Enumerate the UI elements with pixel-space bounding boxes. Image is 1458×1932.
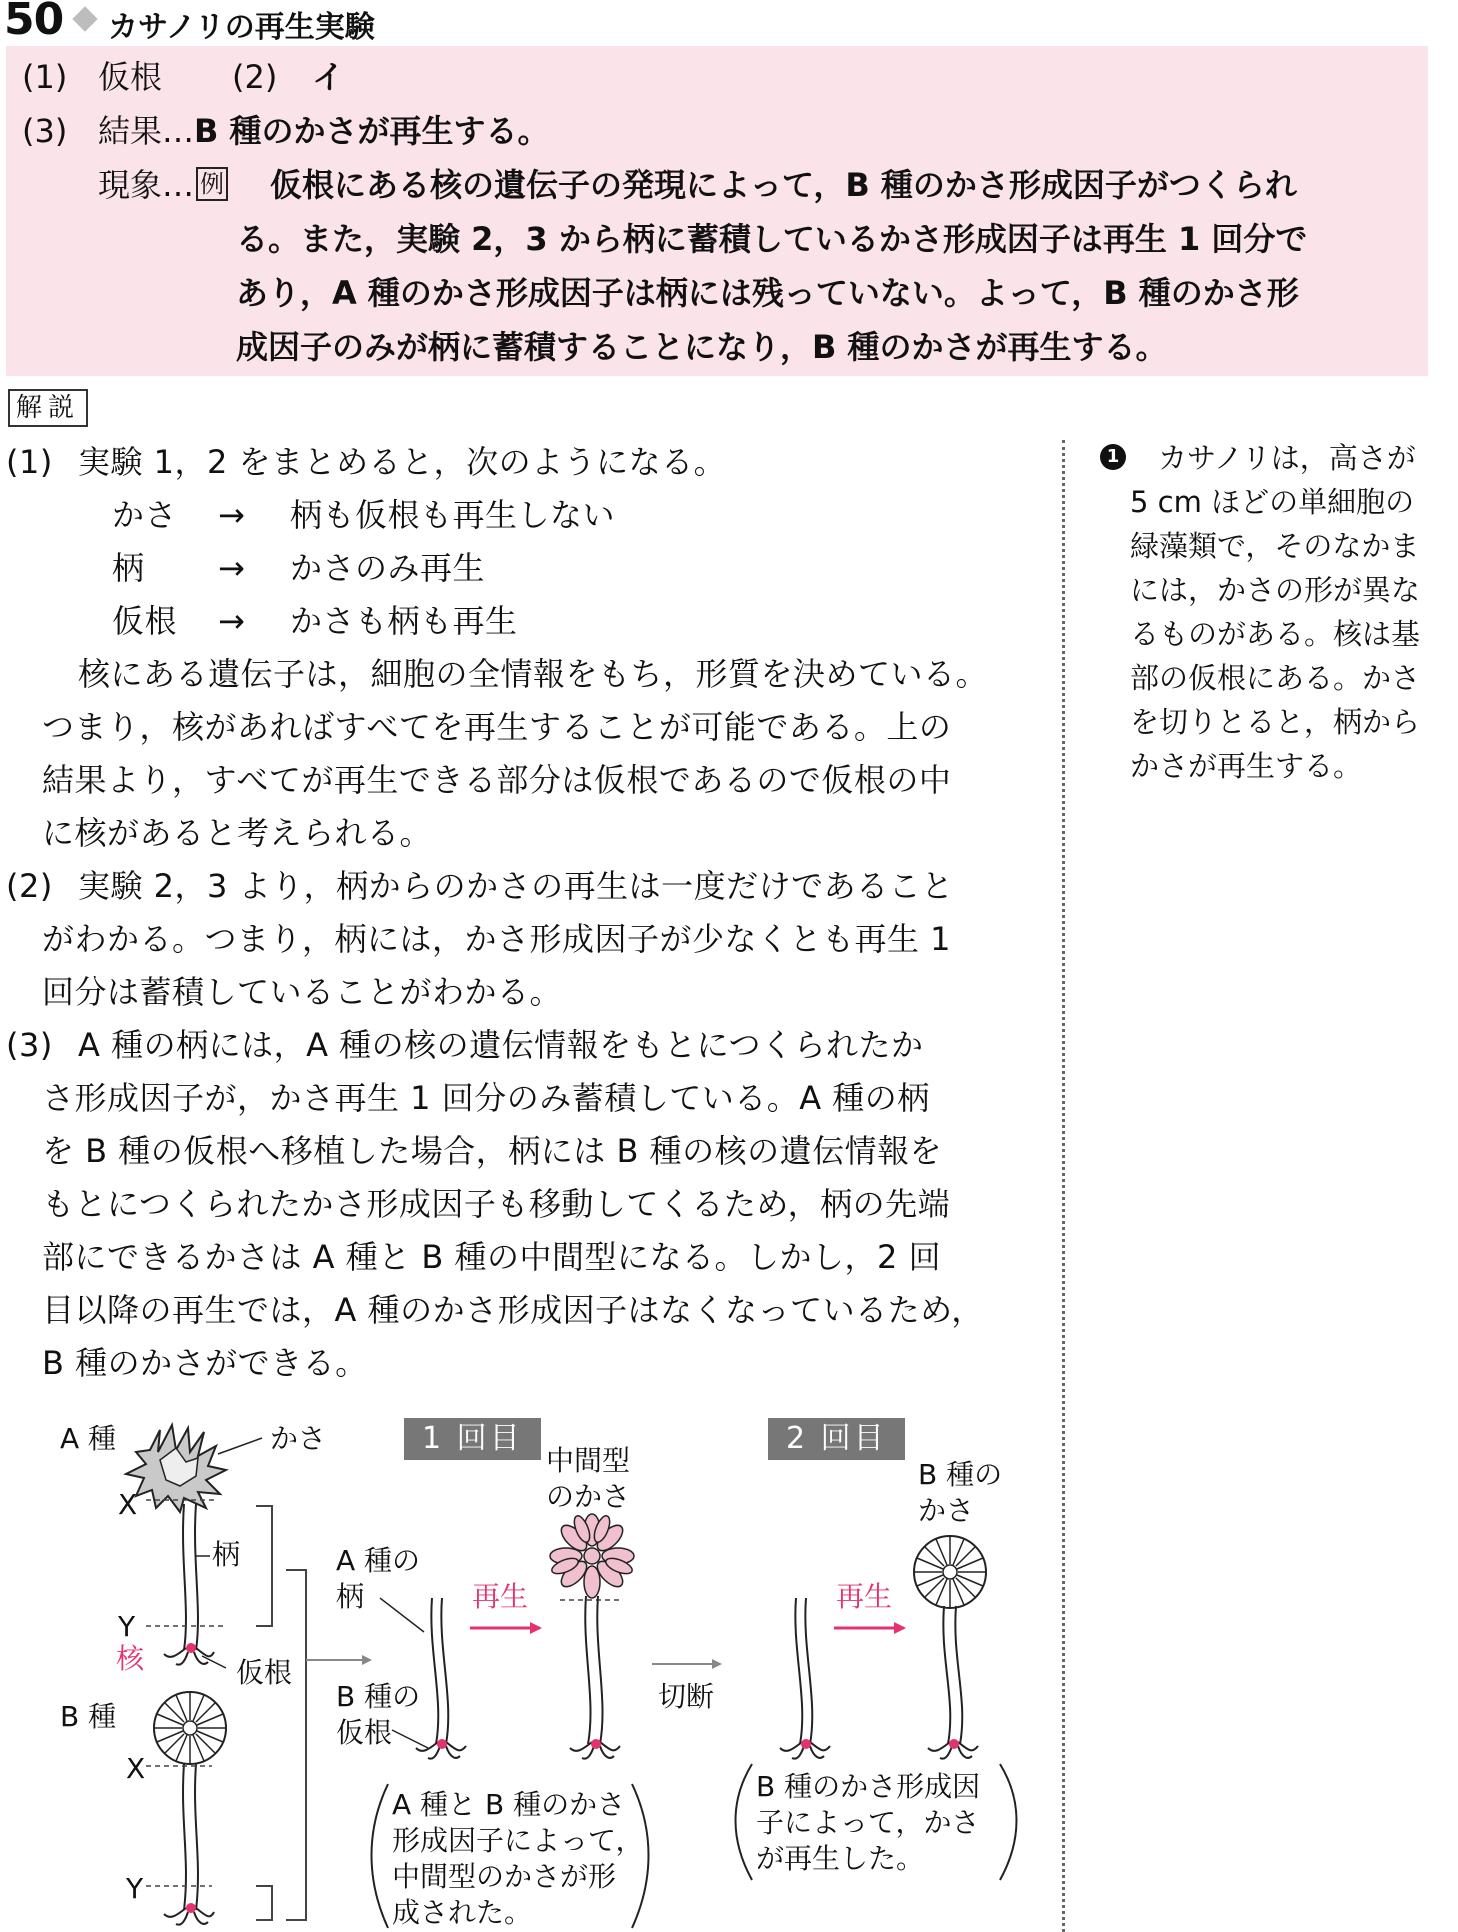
rhizoid-label: 仮根 xyxy=(236,1656,293,1689)
a-stalk-label: A 種の xyxy=(336,1544,421,1577)
answer-q3-number: (3) xyxy=(22,112,68,150)
b-cap-label: B 種の xyxy=(918,1458,1003,1491)
answer-q2-text: イ xyxy=(312,58,345,96)
explanation-3-line: 部にできるかさは A 種と B 種の中間型になる。しかし，2 回 xyxy=(42,1238,942,1276)
b-cap-label: かさ xyxy=(918,1494,975,1527)
x-mark-label: X xyxy=(118,1488,138,1521)
nucleus-label: 核 xyxy=(116,1642,145,1675)
side-note-line: を切りとると，柄から xyxy=(1130,705,1421,739)
explanation-2-line: 実験 2，3 より，柄からのかさの再生は一度だけであること xyxy=(78,867,954,905)
nucleus-icon xyxy=(186,1643,196,1653)
phenomenon-line: る。また，実験 2，3 から柄に蓄積しているかさ形成因子は再生 1 回分で xyxy=(236,220,1308,258)
explanation-2-number: (2) xyxy=(6,867,53,905)
explanation-3-number: (3) xyxy=(6,1026,53,1064)
y-mark-label: Y xyxy=(118,1610,136,1643)
problem-number: 50 xyxy=(4,0,64,45)
y-mark-label: Y xyxy=(126,1872,144,1905)
example-mark: 例 xyxy=(196,167,228,201)
cut-label: 切断 xyxy=(658,1680,715,1713)
table-result: かさも柄も再生 xyxy=(290,602,518,640)
species-a-cap-icon xyxy=(126,1425,226,1512)
explanation-1-intro: 実験 1，2 をまとめると，次のようになる。 xyxy=(78,443,727,481)
table-part: かさ xyxy=(112,496,178,534)
explanation-1-number: (1) xyxy=(6,443,53,481)
table-part: 仮根 xyxy=(112,602,178,640)
species-b-label: B 種 xyxy=(60,1700,117,1733)
explanation-3-line: 目以降の再生では，A 種のかさ形成因子はなくなっているため， xyxy=(42,1291,984,1329)
phenomenon-line: 成因子のみが柄に蓄積することになり，B 種のかさが再生する。 xyxy=(236,328,1168,366)
caption-1-line: 中間型のかさが形 xyxy=(392,1860,617,1893)
side-note-line: カサノリは，高さが xyxy=(1158,441,1416,475)
answer-q2-number: (2) xyxy=(232,58,278,96)
species-a-label: A 種 xyxy=(60,1422,117,1455)
caption-1-line: 成された。 xyxy=(392,1896,533,1929)
arrow-icon: → xyxy=(218,496,246,534)
arrow-icon: → xyxy=(218,602,246,640)
answer-q1-text: 仮根 xyxy=(98,58,163,96)
caption-2-line: が再生した。 xyxy=(756,1842,925,1875)
intermediate-cap-label: のかさ xyxy=(546,1480,631,1513)
first-regeneration-badge: 1 回目 xyxy=(404,1418,541,1460)
explanation-2-line: 回分は蓄積していることがわかる。 xyxy=(42,973,563,1011)
caption-2-line: B 種のかさ形成因 xyxy=(756,1770,981,1803)
note-marker: 1 xyxy=(1100,444,1126,470)
explanation-1-line: つまり，核があればすべてを再生することが可能である。上の xyxy=(42,708,952,746)
side-note-line: かさが再生する。 xyxy=(1130,749,1363,783)
result-label: 結果… xyxy=(98,112,195,150)
explanation-1-line: 核にある遺伝子は，細胞の全情報をもち，形質を決めている。 xyxy=(78,655,989,693)
arrow-icon: → xyxy=(218,549,246,587)
stalk-label: 柄 xyxy=(212,1538,241,1571)
table-part: 柄 xyxy=(112,549,145,587)
intermediate-cap-label: 中間型 xyxy=(546,1444,631,1477)
intermediate-cap-icon xyxy=(550,1514,634,1598)
problem-title: カサノリの再生実験 xyxy=(108,10,375,45)
explanation-1-line: 結果より，すべてが再生できる部分は仮根であるので仮根の中 xyxy=(42,761,952,799)
explanation-3-line: もとにつくられたかさ形成因子も移動してくるため，柄の先端 xyxy=(42,1185,951,1223)
caption-1-line: 形成因子によって， xyxy=(392,1824,644,1857)
table-result: かさのみ再生 xyxy=(290,549,486,587)
explanation-3-line: A 種の柄には，A 種の核の遺伝情報をもとにつくられたか xyxy=(78,1026,924,1064)
species-b-cap-icon xyxy=(154,1692,226,1764)
regenerated-b-cap-icon xyxy=(914,1536,986,1608)
table-result: 柄も仮根も再生しない xyxy=(290,496,616,534)
kaisetsu-label: 解説 xyxy=(8,389,88,427)
b-rhizoid-label: B 種の xyxy=(336,1680,421,1713)
explanation-3-line: B 種のかさができる。 xyxy=(42,1344,368,1382)
phenomenon-line: あり，A 種のかさ形成因子は柄には残っていない。よって，B 種のかさ形 xyxy=(236,274,1299,312)
caption-1-line: A 種と B 種のかさ xyxy=(392,1788,626,1821)
cap-label: かさ xyxy=(270,1422,327,1455)
result-text: B 種のかさが再生する。 xyxy=(194,112,550,150)
a-stalk-label: 柄 xyxy=(336,1580,365,1613)
side-note-line: 5 cm ほどの単細胞の xyxy=(1130,485,1415,519)
phenomenon-line: 仮根にある核の遺伝子の発現によって，B 種のかさ形成因子がつくられ xyxy=(270,166,1297,204)
side-note-line: 部の仮根にある。かさ xyxy=(1130,661,1421,695)
answer-q1-number: (1) xyxy=(22,58,68,96)
regeneration-label: 再生 xyxy=(472,1580,529,1613)
phenomenon-label: 現象… xyxy=(98,166,195,204)
explanation-3-line: を B 種の仮根へ移植した場合，柄には B 種の核の遺伝情報を xyxy=(42,1132,943,1170)
side-note-line: には，かさの形が異な xyxy=(1130,573,1421,607)
explanation-3-line: さ形成因子が，かさ再生 1 回分のみ蓄積している。A 種の柄 xyxy=(42,1079,930,1117)
side-note-line: るものがある。核は基 xyxy=(1130,617,1421,651)
second-regeneration-badge: 2 回目 xyxy=(768,1418,905,1460)
regeneration-label: 再生 xyxy=(836,1580,893,1613)
explanation-1-line: に核があると考えられる。 xyxy=(42,814,433,852)
b-rhizoid-label: 仮根 xyxy=(336,1716,393,1749)
caption-2-line: 子によって，かさ xyxy=(756,1806,980,1839)
explanation-2-line: がわかる。つまり，柄には，かさ形成因子が少なくとも再生 1 xyxy=(42,920,952,958)
x-mark-label: X xyxy=(126,1752,146,1785)
side-note-line: 緑藻類で，そのなかま xyxy=(1130,529,1420,563)
